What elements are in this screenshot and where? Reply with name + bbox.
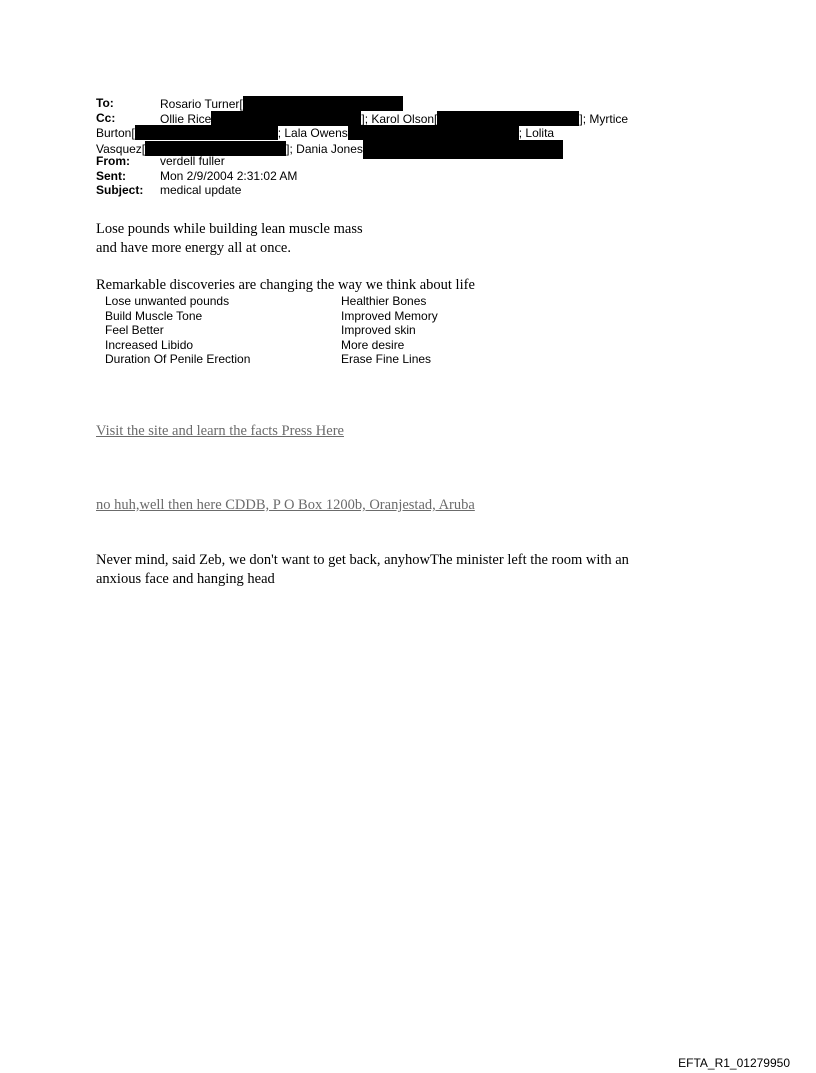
list-item: Erase Fine Lines: [341, 352, 432, 367]
redaction-bar: [243, 96, 403, 111]
cc-recipient: Ollie Rice: [160, 111, 212, 126]
to-recipient: Rosario Turner[: [160, 97, 243, 111]
visit-site-link[interactable]: Visit the site and learn the facts Press Here: [96, 423, 344, 439]
subject-label: Subject:: [96, 183, 144, 197]
to-label: To:: [96, 96, 114, 110]
subject-row: [96, 183, 696, 198]
redaction-bar: [135, 125, 278, 140]
from-label: From:: [96, 154, 130, 168]
cc-row-continued: [96, 140, 696, 155]
cc-row: [96, 111, 696, 126]
sent-row: [96, 169, 696, 184]
list-item: Improved skin: [341, 323, 416, 338]
list-item: Lose unwanted pounds: [105, 294, 230, 308]
cc-recipient: ; Lala Owens: [277, 126, 348, 140]
list-item: Healthier Bones: [341, 294, 427, 308]
cc-recipient: ]; Karol Olson[: [361, 111, 438, 126]
from-row: [96, 154, 696, 169]
list-item: Feel Better: [105, 323, 164, 338]
sent-label: Sent:: [96, 168, 126, 183]
email-header-block: [96, 96, 696, 198]
closing-line-1: Never mind, said Zeb, we don't want to get back, anyhowThe minister left the room with an: [96, 552, 629, 568]
address-link-line: [96, 496, 475, 515]
cc-recipient: ]; Myrtice: [579, 111, 629, 126]
cc-continued: [96, 125, 554, 141]
cc-recipient: Vasquez[: [96, 141, 146, 156]
sent-value: Mon 2/9/2004 2:31:02 AM: [160, 168, 298, 183]
from-value: verdell fuller: [160, 154, 225, 168]
to-row: [96, 96, 696, 111]
redaction-bar: [437, 111, 579, 126]
discoveries-heading: Remarkable discoveries are changing the way we think about life: [96, 277, 475, 293]
benefits-list-left: [105, 294, 250, 367]
list-item: Build Muscle Tone: [105, 308, 203, 323]
site-link-line: [96, 422, 344, 441]
to-value: [160, 96, 403, 112]
cc-recipient: ; Lolita: [518, 126, 555, 140]
list-item: Duration Of Penile Erection: [105, 352, 251, 367]
cc-recipient: ]; Dania Jones: [286, 141, 363, 156]
cc-row-continued: [96, 125, 696, 140]
cc-label: Cc:: [96, 110, 116, 125]
redaction-bar: [211, 111, 361, 126]
subject-value: medical update: [160, 183, 242, 197]
benefits-list-right: [341, 294, 438, 367]
redaction-bar: [348, 125, 519, 140]
list-item: Improved Memory: [341, 308, 438, 323]
list-item: Increased Libido: [105, 337, 194, 352]
intro-line-2: and have more energy all at once.: [96, 240, 291, 256]
cc-value: [160, 111, 628, 127]
intro-line-1: Lose pounds while building lean muscle mass: [96, 221, 363, 237]
address-link[interactable]: no huh,well then here CDDB, P O Box 1200b, Oranjestad, Aruba: [96, 497, 475, 513]
list-item: More desire: [341, 337, 405, 352]
document-id: EFTA_R1_01279950: [678, 1056, 790, 1070]
cc-recipient: Burton[: [96, 126, 135, 140]
closing-line-2: anxious face and hanging head: [96, 571, 275, 587]
